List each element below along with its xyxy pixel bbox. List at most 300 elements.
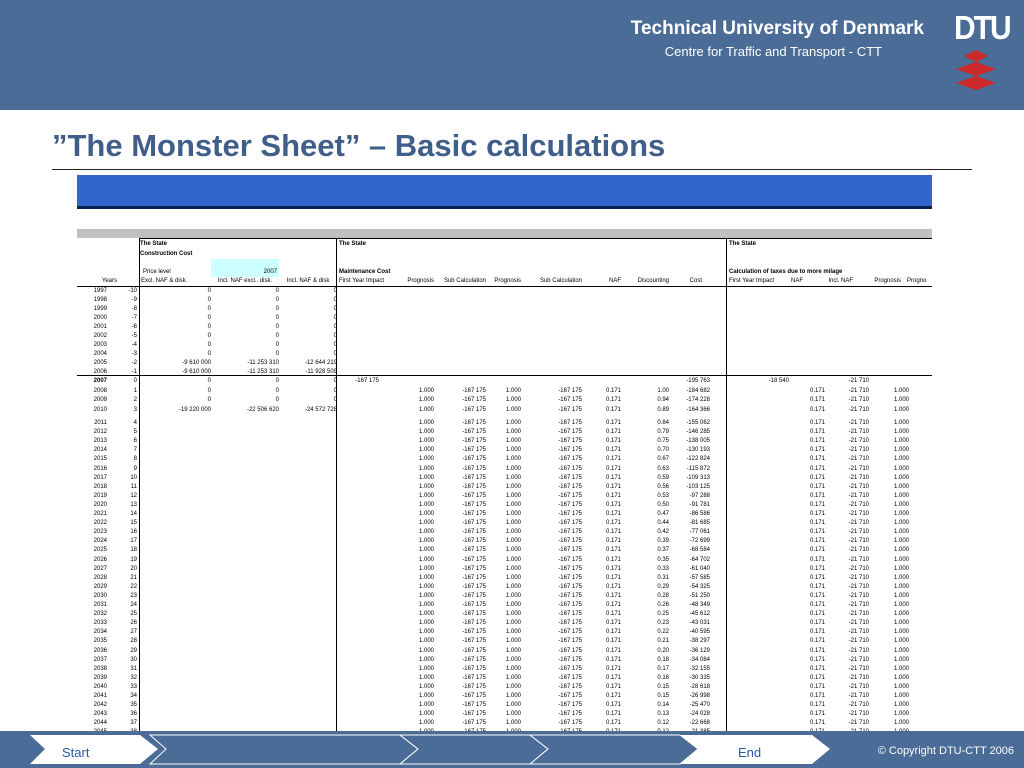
cell-year: 2020 — [93, 501, 107, 508]
cell-cost: -45 612 — [689, 611, 710, 618]
cell-year: 2002 — [93, 333, 107, 339]
cell-c: 0 — [333, 397, 337, 403]
cell-naf2: 0.171 — [809, 638, 825, 645]
cell-idx: 30 — [130, 656, 137, 663]
cell-s: -167 175 — [462, 538, 486, 545]
cell-idx: 22 — [130, 583, 137, 590]
cell-p: 1.000 — [418, 465, 434, 472]
cell-disc: 0.22 — [657, 629, 669, 636]
cell-disc: 0.84 — [657, 420, 669, 426]
cell-p2: 1.000 — [505, 538, 521, 545]
cell-inaf: -21 710 — [848, 456, 869, 463]
cell-naf: 0.171 — [605, 397, 621, 403]
cell-year: 2035 — [93, 638, 107, 645]
column-header: Prognosis — [874, 278, 901, 284]
cell-s: -167 175 — [462, 656, 486, 663]
footer-bar — [0, 731, 1024, 768]
cell-year: 1999 — [93, 306, 107, 312]
cell-s2: -167 175 — [558, 693, 582, 699]
cell-a: 0 — [207, 378, 211, 384]
cell-inaf: -21 710 — [848, 556, 869, 563]
column-header: First Year Impact — [729, 278, 775, 284]
cell-p3: 1.000 — [893, 429, 909, 436]
cell-p2: 1.000 — [505, 501, 521, 508]
cell-idx: 25 — [130, 611, 137, 618]
cell-a: 0 — [207, 388, 211, 394]
cell-cost: -22 668 — [689, 720, 710, 727]
cell-idx: -2 — [131, 360, 137, 366]
start-link[interactable]: Start — [62, 745, 90, 760]
spreadsheet[interactable] — [77, 175, 932, 731]
cell-p: 1.000 — [418, 611, 434, 618]
cell-p3: 1.000 — [893, 447, 909, 454]
cell-idx: 27 — [130, 629, 137, 636]
cell-disc: 0.56 — [657, 483, 669, 490]
cell-p2: 1.000 — [505, 602, 521, 608]
cell-naf: 0.171 — [605, 538, 621, 545]
cell-year: 2038 — [93, 665, 107, 672]
cell-a: 0 — [207, 306, 211, 312]
cell-disc: 0.53 — [657, 492, 669, 499]
cell-p3: 1.000 — [893, 665, 909, 672]
cell-s2: -167 175 — [558, 711, 582, 718]
cell-cost: -138 005 — [686, 438, 710, 445]
cell-inaf: -21 710 — [848, 592, 869, 599]
cell-p3: 1.000 — [893, 638, 909, 645]
cell-idx: 28 — [130, 638, 137, 645]
cell-disc: 0.47 — [657, 511, 669, 517]
cell-idx: 1 — [133, 388, 137, 394]
cell-p3: 1.000 — [893, 407, 909, 413]
cell-year: 2019 — [93, 492, 107, 499]
cell-p: 1.000 — [418, 665, 434, 672]
cell-inaf: -21 710 — [848, 665, 869, 672]
cell-idx: -8 — [131, 306, 137, 312]
cell-inaf: -21 710 — [848, 511, 869, 517]
cell-s2: -167 175 — [558, 547, 582, 554]
cell-year: 2029 — [93, 583, 107, 590]
cell-c: 0 — [333, 297, 337, 303]
grid-line — [139, 238, 932, 239]
cell-disc: 0.44 — [657, 520, 669, 527]
cell-p3: 1.000 — [893, 483, 909, 490]
cell-p: 1.000 — [418, 602, 434, 608]
cell-naf: 0.171 — [605, 492, 621, 499]
cell-a: -19 220 000 — [178, 407, 211, 413]
cell-s: -167 175 — [462, 602, 486, 608]
cell-idx: -10 — [128, 288, 137, 294]
cell-cost: -91 781 — [689, 501, 710, 508]
cell-idx: 10 — [130, 474, 137, 481]
cell-idx: 31 — [130, 665, 137, 672]
cell-s2: -167 175 — [558, 529, 582, 536]
cell-year: 2021 — [93, 511, 107, 517]
cell-naf2: 0.171 — [809, 565, 825, 572]
cell-inaf: -21 710 — [848, 702, 869, 709]
cell-s2: -167 175 — [558, 683, 582, 690]
cell-disc: 0.20 — [657, 647, 669, 654]
cell-s2: -167 175 — [558, 583, 582, 590]
cell-naf: 0.171 — [605, 620, 621, 627]
cell-year: 2017 — [93, 474, 107, 481]
cell-p: 1.000 — [418, 574, 434, 581]
cell-inaf: -21 710 — [848, 693, 869, 699]
cell-idx: 35 — [130, 702, 137, 709]
cell-p2: 1.000 — [505, 665, 521, 672]
cell-s2: -167 175 — [558, 702, 582, 709]
cell-inaf: -21 710 — [848, 656, 869, 663]
column-header: First Year Impact — [339, 278, 385, 284]
cell-idx: 11 — [130, 483, 137, 490]
cell-inaf: -21 710 — [848, 474, 869, 481]
cell-cost: -54 325 — [689, 583, 710, 590]
cell-inaf: -21 710 — [848, 407, 869, 413]
cell-c: 0 — [333, 315, 337, 321]
cell-disc: 0.28 — [657, 592, 669, 599]
cell-disc: 0.67 — [657, 456, 669, 463]
cell-idx: 12 — [130, 492, 137, 499]
cell-p2: 1.000 — [505, 429, 521, 436]
cell-s: -167 175 — [462, 629, 486, 636]
cell-p2: 1.000 — [505, 683, 521, 690]
cell-idx: 5 — [133, 429, 137, 436]
cell-s2: -167 175 — [558, 456, 582, 463]
cell-idx: 36 — [130, 711, 137, 718]
cell-c: 0 — [333, 288, 337, 294]
cell-s: -167 175 — [462, 556, 486, 563]
cell-p3: 1.000 — [893, 474, 909, 481]
cell-naf2: 0.171 — [809, 547, 825, 554]
title-divider — [52, 169, 972, 170]
cell-p: 1.000 — [418, 547, 434, 554]
cell-p2: 1.000 — [505, 397, 521, 403]
cell-year: 2023 — [93, 529, 107, 536]
cell-s2: -167 175 — [558, 592, 582, 599]
cell-p2: 1.000 — [505, 611, 521, 618]
cell-b: 0 — [275, 342, 279, 348]
cell-p: 1.000 — [418, 702, 434, 709]
cell-naf2: 0.171 — [809, 529, 825, 536]
price-level-label: Price level — [143, 269, 171, 275]
cell-naf2: 0.171 — [809, 429, 825, 436]
cell-p2: 1.000 — [505, 492, 521, 499]
cell-p: 1.000 — [418, 397, 434, 403]
cell-inaf: -21 710 — [848, 492, 869, 499]
cell-idx: 20 — [130, 565, 137, 572]
cell-cost: -64 702 — [689, 556, 710, 563]
cell-year: 2022 — [93, 520, 107, 527]
cell-s: -167 175 — [462, 474, 486, 481]
cell-naf: 0.171 — [605, 638, 621, 645]
cell-naf2: 0.171 — [809, 438, 825, 445]
cell-inaf: -21 710 — [848, 611, 869, 618]
centre-name: Centre for Traffic and Transport - CTT — [664, 44, 882, 59]
cell-naf2: 0.171 — [809, 702, 825, 709]
cell-cost: -174 228 — [686, 397, 710, 403]
cell-p2: 1.000 — [505, 638, 521, 645]
cell-p2: 1.000 — [505, 511, 521, 517]
cell-p3: 1.000 — [893, 620, 909, 627]
column-header: Years — [101, 278, 117, 284]
cell-idx: 24 — [130, 602, 137, 608]
cell-inaf: -21 710 — [848, 538, 869, 545]
cell-s2: -167 175 — [558, 483, 582, 490]
cell-naf2: 0.171 — [809, 620, 825, 627]
cell-naf: 0.171 — [605, 556, 621, 563]
cell-naf: 0.171 — [605, 388, 621, 394]
cell-disc: 0.12 — [657, 720, 669, 727]
cell-inaf: -21 710 — [848, 547, 869, 554]
column-header: Prognosis — [407, 278, 434, 284]
cell-s: -167 175 — [462, 397, 486, 403]
cell-inaf: -21 710 — [848, 620, 869, 627]
cell-p: 1.000 — [418, 407, 434, 413]
cell-s: -167 175 — [462, 465, 486, 472]
cell-s2: -167 175 — [558, 438, 582, 445]
cell-disc: 0.89 — [657, 407, 669, 413]
cell-inaf: -21 710 — [848, 683, 869, 690]
cell-a: 0 — [207, 342, 211, 348]
cell-year: 2033 — [93, 620, 107, 627]
cell-naf: 0.171 — [605, 407, 621, 413]
cell-p: 1.000 — [418, 629, 434, 636]
cell-s2: -167 175 — [558, 465, 582, 472]
cell-a: -9 610 000 — [182, 369, 211, 375]
cell-year: 2036 — [93, 647, 107, 654]
cell-p: 1.000 — [418, 388, 434, 394]
cell-year: 2031 — [93, 602, 107, 608]
cell-idx: 23 — [130, 592, 137, 599]
column-header: Sub Calculation — [443, 278, 486, 284]
logo-emblem-icon — [950, 12, 1002, 92]
cell-naf: 0.171 — [605, 456, 621, 463]
cell-naf: 0.171 — [605, 520, 621, 527]
cell-year: 2027 — [93, 565, 107, 572]
cell-naf2: 0.171 — [809, 674, 825, 681]
cell-p3: 1.000 — [893, 693, 909, 699]
cell-naf: 0.171 — [605, 611, 621, 618]
cell-p2: 1.000 — [505, 656, 521, 663]
cell-s2: -167 175 — [558, 511, 582, 517]
cell-p3: 1.000 — [893, 420, 909, 426]
end-link[interactable]: End — [738, 745, 762, 760]
cell-p: 1.000 — [418, 511, 434, 517]
cell-s2: -167 175 — [558, 447, 582, 454]
cell-p3: 1.000 — [893, 565, 909, 572]
section-state: The State — [729, 241, 757, 247]
cell-cost: -122 824 — [686, 456, 710, 463]
dtu-logo — [950, 10, 1010, 90]
cell-p3: 1.000 — [893, 592, 909, 599]
cell-idx: 19 — [130, 556, 137, 563]
cell-p: 1.000 — [418, 583, 434, 590]
cell-year: 2030 — [93, 592, 107, 599]
cell-cost: -103 125 — [686, 483, 710, 490]
cell-a: -9 610 000 — [182, 360, 211, 366]
column-header: NAF — [609, 278, 621, 284]
cell-naf2: 0.171 — [809, 447, 825, 454]
cell-s2: -167 175 — [558, 602, 582, 608]
cell-s: -167 175 — [462, 620, 486, 627]
cell-s: -167 175 — [462, 711, 486, 718]
cell-inaf: -21 710 — [848, 465, 869, 472]
cell-naf2: 0.171 — [809, 602, 825, 608]
cell-disc: 0.17 — [657, 665, 669, 672]
cell-naf2: 0.171 — [809, 720, 825, 727]
cell-s: -167 175 — [462, 583, 486, 590]
cell-p3: 1.000 — [893, 602, 909, 608]
cell-p: 1.000 — [418, 647, 434, 654]
cell-p: 1.000 — [418, 674, 434, 681]
column-header: Prognosis — [494, 278, 521, 284]
logo-text: DTU — [954, 10, 1010, 47]
cell-s: -167 175 — [462, 592, 486, 599]
grid-line — [139, 238, 140, 731]
cell-p2: 1.000 — [505, 388, 521, 394]
cell-p2: 1.000 — [505, 447, 521, 454]
cell-s2: -167 175 — [558, 388, 582, 394]
cell-a: 0 — [207, 351, 211, 357]
university-name: Technical University of Denmark — [630, 18, 924, 39]
cell-s2: -167 175 — [558, 720, 582, 727]
cell-idx: 32 — [130, 674, 137, 681]
cell-s: -167 175 — [462, 702, 486, 709]
cell-s: -167 175 — [462, 520, 486, 527]
cell-s: -167 175 — [462, 674, 486, 681]
cell-year: 2000 — [93, 315, 107, 321]
cell-year: 2011 — [94, 420, 107, 426]
cell-p2: 1.000 — [505, 720, 521, 727]
cell-idx: 33 — [130, 683, 137, 690]
cell-disc: 0.70 — [657, 447, 669, 454]
cell-naf2: 0.171 — [809, 693, 825, 699]
cell-year: 2014 — [93, 447, 107, 454]
cell-p2: 1.000 — [505, 620, 521, 627]
cell-naf2: 0.171 — [809, 656, 825, 663]
cell-s: -167 175 — [462, 511, 486, 517]
copyright-text: © Copyright DTU-CTT 2006 — [877, 745, 1014, 757]
cell-year: 2012 — [93, 429, 107, 436]
cell-p3: 1.000 — [893, 538, 909, 545]
cell-p: 1.000 — [418, 538, 434, 545]
cell-cost: -38 297 — [689, 638, 710, 645]
cell-cost: -24 028 — [689, 711, 710, 718]
cell-p3: 1.000 — [893, 529, 909, 536]
cell-c: 0 — [333, 333, 337, 339]
cell-idx: 15 — [130, 520, 137, 527]
cell-inaf: -21 710 — [848, 602, 869, 608]
cell-b: -22 506 620 — [246, 407, 279, 413]
cell-year: 2024 — [93, 538, 107, 545]
cell-p3: 1.000 — [893, 629, 909, 636]
cell-year: 2009 — [93, 397, 107, 403]
column-header: Excl. NAF & disk. — [141, 278, 188, 284]
cell-cost: -48 349 — [689, 602, 710, 608]
cell-disc: 1.00 — [657, 388, 669, 394]
cell-cost: -57 585 — [689, 574, 710, 581]
section-maintenance: Maintenance Cost — [339, 269, 391, 275]
cell-p: 1.000 — [418, 429, 434, 436]
cell-naf2: 0.171 — [809, 611, 825, 618]
cell-cost: -61 040 — [689, 565, 710, 572]
cell-cost: -51 250 — [689, 592, 710, 599]
cell-inaf: -21 710 — [848, 388, 869, 394]
cell-s2: -167 175 — [558, 520, 582, 527]
cell-p2: 1.000 — [505, 711, 521, 718]
cell-disc: 0.33 — [657, 565, 669, 572]
cell-idx: 26 — [130, 620, 137, 627]
column-header: NAF — [791, 278, 803, 284]
cell-s2: -167 175 — [558, 492, 582, 499]
cell-naf2: 0.171 — [809, 420, 825, 426]
cell-naf: 0.171 — [605, 674, 621, 681]
cell-s: -167 175 — [462, 407, 486, 413]
cell-disc: 0.94 — [657, 397, 669, 403]
cell-p3: 1.000 — [893, 656, 909, 663]
cell-idx: 7 — [133, 447, 137, 454]
cell-p2: 1.000 — [505, 592, 521, 599]
cell-p3: 1.000 — [893, 456, 909, 463]
cell-year: 1997 — [93, 288, 107, 294]
cell-a: 0 — [207, 288, 211, 294]
cell-idx: 13 — [130, 501, 137, 508]
cell-naf2: 0.171 — [809, 556, 825, 563]
cell-p2: 1.000 — [505, 583, 521, 590]
cell-naf: 0.171 — [605, 511, 621, 517]
column-header: Incl. NAF & disk — [286, 278, 330, 284]
cell-p2: 1.000 — [505, 647, 521, 654]
cell-naf2: 0.171 — [809, 538, 825, 545]
cell-p2: 1.000 — [505, 520, 521, 527]
cell-disc: 0.39 — [657, 538, 669, 545]
cell-naf: 0.171 — [605, 474, 621, 481]
cell-year: 2007 — [93, 378, 107, 384]
cell-c: -11 928 509 — [305, 369, 337, 375]
cell-p2: 1.000 — [505, 438, 521, 445]
column-header: Incl. NAF excl.. disk. — [217, 278, 273, 284]
cell-s2: -167 175 — [558, 629, 582, 636]
cell-fyt: -18 540 — [768, 378, 789, 384]
cell-a: 0 — [207, 397, 211, 403]
cell-p2: 1.000 — [505, 629, 521, 636]
cell-inaf: -21 710 — [848, 438, 869, 445]
column-header: Progno — [907, 278, 927, 284]
cell-cost: -81 685 — [689, 520, 710, 527]
cell-idx: 4 — [133, 420, 137, 426]
cell-b: 0 — [275, 388, 279, 394]
cell-cost: -68 584 — [689, 547, 710, 554]
cell-p3: 1.000 — [893, 520, 909, 527]
cell-disc: 0.31 — [657, 574, 669, 581]
header-bar — [0, 0, 1024, 110]
cell-naf: 0.171 — [605, 711, 621, 718]
cell-cost: -30 335 — [689, 674, 710, 681]
cell-c: -12 644 219 — [304, 360, 337, 366]
cell-inaf: -21 710 — [848, 711, 869, 718]
price-level-year: 2007 — [263, 269, 277, 275]
section-construction: Construction Cost — [140, 251, 193, 257]
cell-disc: 0.50 — [657, 501, 669, 508]
column-header: Discounting — [637, 278, 669, 284]
cell-s2: -167 175 — [558, 620, 582, 627]
cell-b: 0 — [275, 288, 279, 294]
cell-cost: -36 129 — [689, 647, 710, 654]
cell-p3: 1.000 — [893, 647, 909, 654]
cell-year: 2043 — [93, 711, 107, 718]
cell-disc: 0.21 — [657, 638, 669, 645]
cell-p: 1.000 — [418, 592, 434, 599]
cell-p3: 1.000 — [893, 438, 909, 445]
